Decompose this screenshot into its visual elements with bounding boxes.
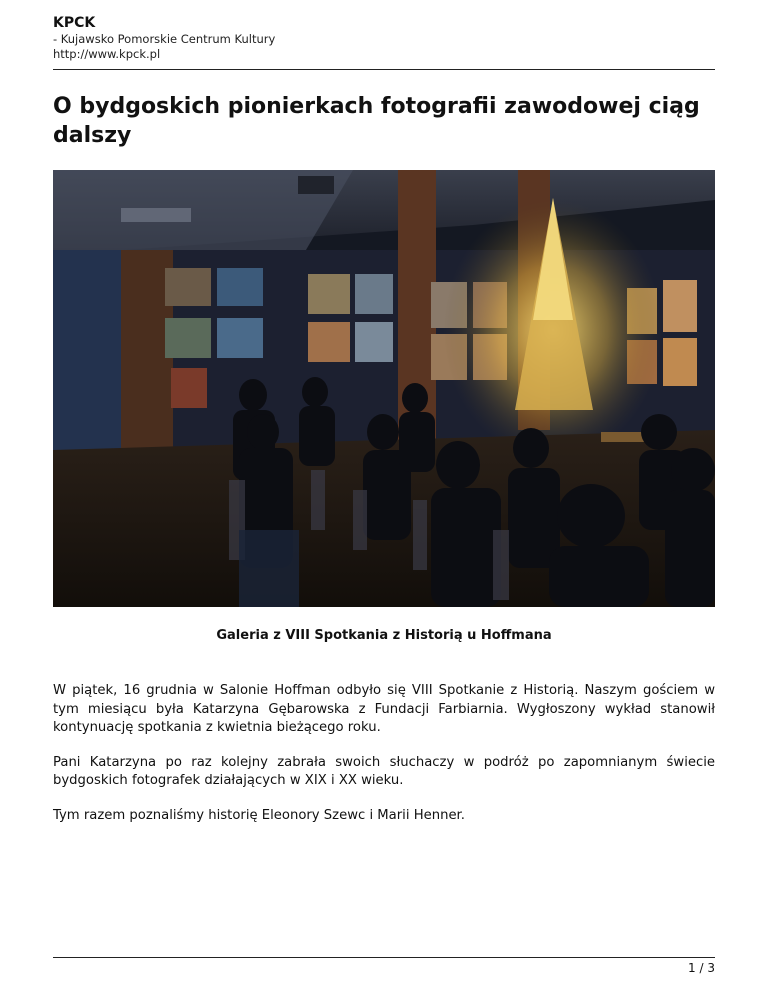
site-url[interactable]: http://www.kpck.pl — [53, 47, 161, 61]
footer-divider — [53, 957, 715, 958]
paragraph: Pani Katarzyna po raz kolejny zabrała swoich słuchaczy w podróż po zapomnianym świecie bydgoskich fotografek działających w XIX i XX wieku. — [53, 754, 715, 788]
page-number: 1 / 3 — [688, 961, 715, 975]
page-header — [53, 14, 715, 62]
article-body — [53, 682, 715, 841]
article-title: O bydgoskich pionierkach fotografii zawodowej ciąg dalszy — [53, 94, 700, 148]
site-subtitle: - Kujawsko Pomorskie Centrum Kultury — [53, 32, 276, 46]
paragraph: Tym razem poznaliśmy historię Eleonory Szewc i Marii Henner. — [53, 807, 465, 823]
photo-caption[interactable]: Galeria z VIII Spotkania z Historią u Hoffmana — [216, 628, 552, 643]
site-name: KPCK — [53, 15, 96, 31]
header-divider — [53, 69, 715, 70]
event-photo — [53, 170, 715, 607]
paragraph: W piątek, 16 grudnia w Salonie Hoffman odbyło się VIII Spotkanie z Historią. Naszym gościem w tym miesiącu była Katarzyna Gębarowska z Fundacji Farbiarnia. Wygłoszony wykład stanowił kontynuację spotkania z kwietnia bieżącego roku. — [53, 683, 715, 735]
